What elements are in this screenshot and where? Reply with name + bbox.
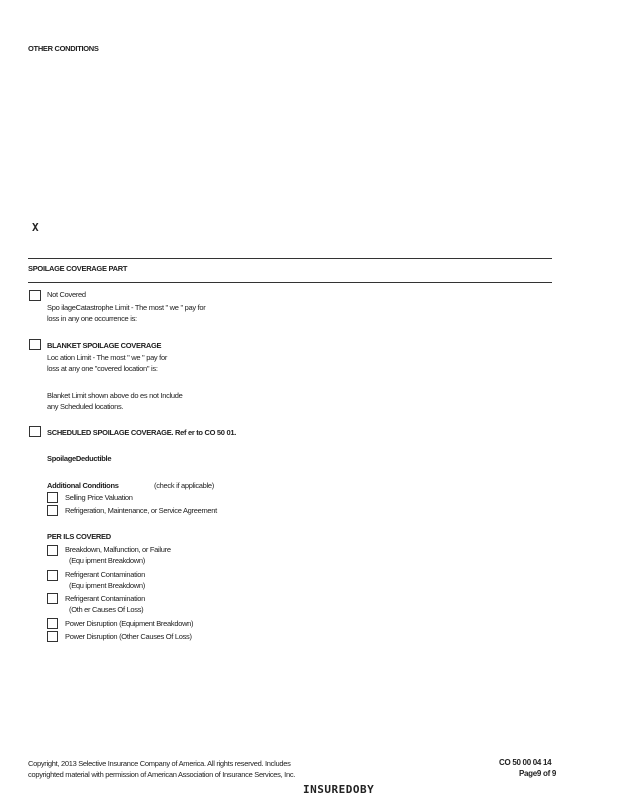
footer-copyright-2: copyrighted material with permission of American Association of Insurance Services, Inc.	[28, 770, 296, 779]
peril-power-equipment-label: Power Disruption (Equipment Breakdown)	[65, 619, 194, 628]
peril-refrigerant-equipment-label: Refrigerant Contamination	[65, 570, 146, 579]
blanket-spoilage-title: BLANKET SPOILAGE COVERAGE	[47, 341, 162, 350]
peril-refrigerant-other-sublabel: (Oth er Causes Of Loss)	[69, 605, 144, 614]
peril-power-equipment-checkbox[interactable]	[47, 618, 58, 629]
refrigeration-agreement-checkbox[interactable]	[47, 505, 58, 516]
location-limit-text: Loc ation Limit - The most " we " pay for	[47, 353, 168, 362]
additional-conditions-hint: (check if applicable)	[154, 481, 214, 490]
scheduled-spoilage-text: SCHEDULED SPOILAGE COVERAGE. Ref er to CO 50 01.	[47, 428, 236, 437]
peril-breakdown-sublabel: (Equ ipment Breakdown)	[69, 556, 145, 565]
location-limit-text-2: loss at any one "covered location" is:	[47, 364, 158, 373]
watermark: INSUREDOBY	[303, 783, 375, 796]
scheduled-spoilage-checkbox[interactable]	[29, 426, 41, 437]
not-covered-label: Not Covered	[47, 290, 86, 299]
footer-copyright: Copyright, 2013 Selective Insurance Company of America. All rights reserved. Includes	[28, 759, 291, 768]
peril-refrigerant-other-checkbox[interactable]	[47, 593, 58, 604]
section-bottom-rule	[28, 282, 552, 283]
refrigeration-agreement-label: Refrigeration, Maintenance, or Service Agreement	[65, 506, 217, 515]
peril-refrigerant-other-label: Refrigerant Contamination	[65, 594, 146, 603]
form-number: CO 50 00 04 14	[499, 758, 552, 767]
peril-power-other-checkbox[interactable]	[47, 631, 58, 642]
perils-covered-title: PER ILS COVERED	[47, 532, 111, 541]
peril-breakdown-label: Breakdown, Malfunction, or Failure	[65, 545, 171, 554]
blanket-spoilage-checkbox[interactable]	[29, 339, 41, 350]
page-number: Page9 of 9	[519, 769, 557, 778]
section-top-rule	[28, 258, 552, 259]
section-title-other-conditions: OTHER CONDITIONS	[28, 44, 99, 53]
peril-refrigerant-equipment-checkbox[interactable]	[47, 570, 58, 581]
selling-price-valuation-checkbox[interactable]	[47, 492, 58, 503]
additional-conditions-title: Additional Conditions	[47, 481, 119, 490]
catastrophe-limit-text: Spo ilageCatastrophe Limit - The most " we " pay for	[47, 303, 206, 312]
spoilage-coverage-part-title: SPOILAGE COVERAGE PART	[28, 264, 128, 273]
peril-refrigerant-equipment-sublabel: (Equ ipment Breakdown)	[69, 581, 145, 590]
spoilage-deductible-label: SpoilageDeductible	[47, 454, 112, 463]
blanket-note-text: Blanket Limit shown above do es not Include	[47, 391, 183, 400]
blanket-note-text-2: any Scheduled locations.	[47, 402, 124, 411]
selling-price-valuation-label: Selling Price Valuation	[65, 493, 133, 502]
not-covered-checkbox[interactable]	[29, 290, 41, 301]
catastrophe-limit-text-2: loss in any one occurrence is:	[47, 314, 137, 323]
x-mark: X	[32, 221, 39, 234]
peril-power-other-label: Power Disruption (Other Causes Of Loss)	[65, 632, 192, 641]
peril-breakdown-checkbox[interactable]	[47, 545, 58, 556]
